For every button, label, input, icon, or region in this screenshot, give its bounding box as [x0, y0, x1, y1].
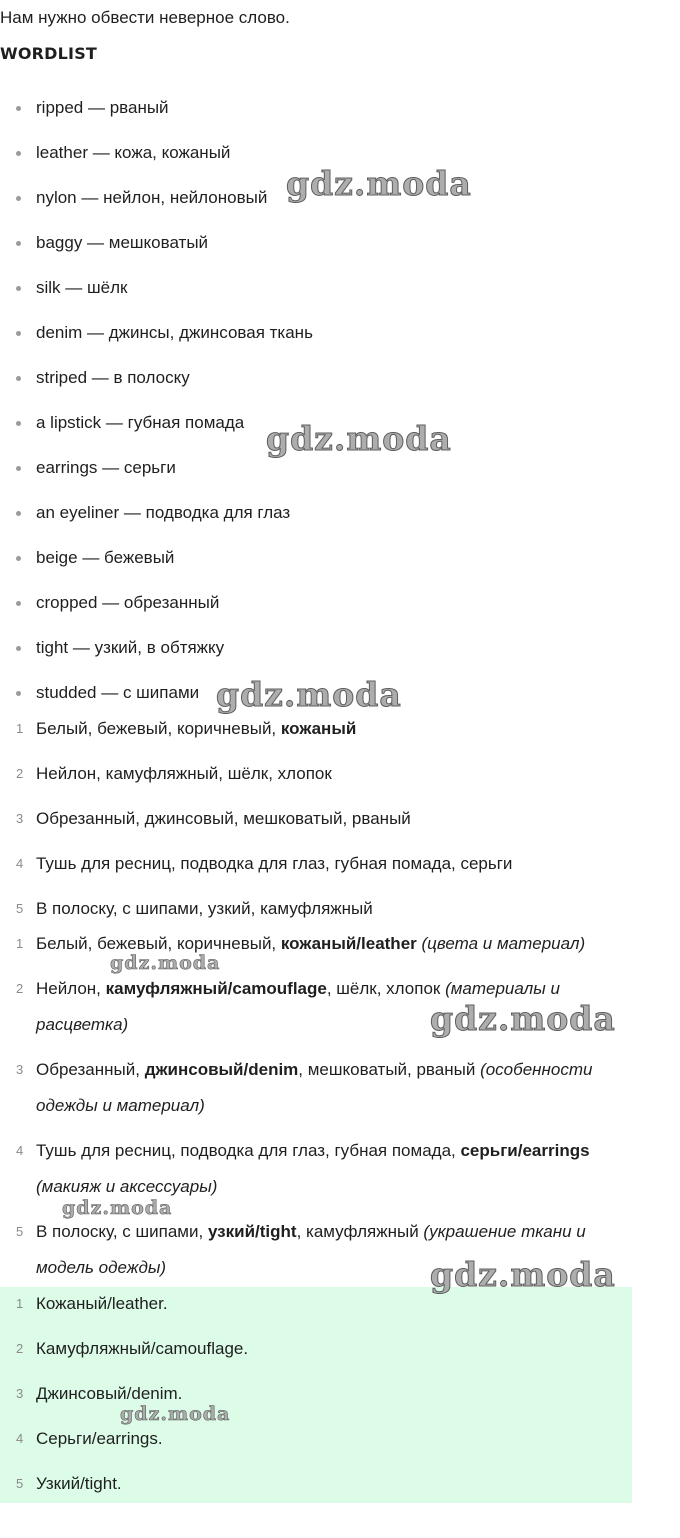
watermark: gdz.moda — [62, 1197, 173, 1219]
answer-text: Кожаный/leather. — [36, 1294, 168, 1313]
bullet-dot-icon — [16, 466, 21, 471]
watermark: gdz.moda — [430, 1255, 616, 1294]
bullet-dot-icon — [16, 151, 21, 156]
answer-word: камуфляжный/camouflage — [105, 979, 327, 998]
wordlist-heading: WORDLIST — [0, 44, 98, 63]
answer-text: Джинсовый/denim. — [36, 1384, 183, 1403]
bullet-dot-icon — [16, 511, 21, 516]
question-text: Белый, бежевый, коричневый, кожаный — [36, 719, 357, 738]
watermark: gdz.moda — [120, 1403, 231, 1425]
bullet-dot-icon — [16, 376, 21, 381]
bullet-dot-icon — [16, 691, 21, 696]
item-number: 3 — [16, 1386, 24, 1401]
item-number: 4 — [16, 1143, 24, 1158]
item-number: 2 — [16, 1341, 24, 1356]
item-number: 4 — [16, 1431, 24, 1446]
question-text: В полоску, с шипами, узкий, камуфляжный — [36, 899, 373, 918]
highlighted-word: кожаный — [280, 719, 357, 738]
explanation-note: (цвета и материал) — [421, 934, 586, 953]
item-number: 5 — [16, 901, 24, 916]
explanation-text: Обрезанный, джинсовый/denim, мешковатый, рваный (особенности одежды и материал) — [36, 1060, 593, 1115]
bullet-dot-icon — [16, 241, 21, 246]
question-text: Тушь для ресниц, подводка для глаз, губная помада, серьги — [36, 854, 513, 873]
watermark: gdz.moda — [216, 675, 402, 714]
intro-text: Нам нужно обвести неверное слово. — [0, 8, 290, 27]
answer-word: кожаный/leather — [280, 934, 417, 953]
explanation-text: Тушь для ресниц, подводка для глаз, губная помада, серьги/earrings (макияж и аксессуары) — [36, 1141, 590, 1196]
answer-text: Серьги/earrings. — [36, 1429, 163, 1448]
item-number: 5 — [16, 1224, 24, 1239]
bullet-dot-icon — [16, 286, 21, 291]
explanation-note: (материалы и расцветка) — [36, 979, 560, 1034]
item-number: 1 — [16, 1296, 24, 1311]
bullet-dot-icon — [16, 331, 21, 336]
explanation-text: Нейлон, камуфляжный/camouflage, шёлк, хлопок (материалы и расцветка) — [36, 979, 560, 1034]
explanation-text: Белый, бежевый, коричневый, кожаный/leather (цвета и материал) — [36, 934, 586, 953]
explanation-text: В полоску, с шипами, узкий/tight, камуфляжный (украшение ткани и модель одежды) — [36, 1222, 586, 1277]
bullet-dot-icon — [16, 556, 21, 561]
item-number: 4 — [16, 856, 24, 871]
watermark: gdz.moda — [430, 999, 616, 1038]
bullet-dot-icon — [16, 106, 21, 111]
item-number: 2 — [16, 981, 24, 996]
bullet-dot-icon — [16, 421, 21, 426]
answer-word: серьги/earrings — [460, 1141, 590, 1160]
explanation-note: (макияж и аксессуары) — [36, 1177, 218, 1196]
bullet-dot-icon — [16, 646, 21, 651]
answer-word: узкий/tight — [207, 1222, 297, 1241]
bullet-dot-icon — [16, 601, 21, 606]
watermark: gdz.moda — [286, 164, 472, 203]
item-number: 3 — [16, 811, 24, 826]
explanation-note: (украшение ткани и модель одежды) — [36, 1222, 586, 1277]
item-number: 3 — [16, 1062, 24, 1077]
explanation-note: (особенности одежды и материал) — [36, 1060, 593, 1115]
item-number: 1 — [16, 936, 24, 951]
watermark: gdz.moda — [266, 419, 452, 458]
answer-text: Камуфляжный/camouflage. — [36, 1339, 249, 1358]
item-number: 5 — [16, 1476, 24, 1491]
item-number: 2 — [16, 766, 24, 781]
question-text: Нейлон, камуфляжный, шёлк, хлопок — [36, 764, 332, 783]
answer-word: джинсовый/denim — [144, 1060, 299, 1079]
watermark: gdz.moda — [110, 952, 221, 974]
bullet-dot-icon — [16, 196, 21, 201]
question-text: Обрезанный, джинсовый, мешковатый, рваный — [36, 809, 411, 828]
item-number: 1 — [16, 721, 24, 736]
answer-text: Узкий/tight. — [36, 1474, 122, 1493]
